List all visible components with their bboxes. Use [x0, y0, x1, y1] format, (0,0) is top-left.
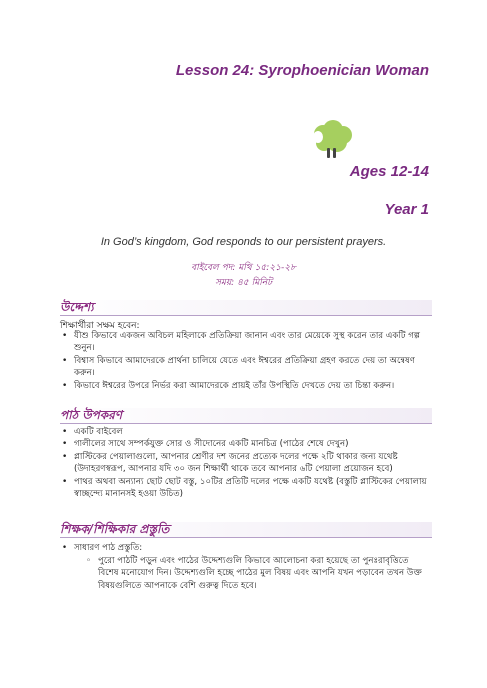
- list-item: • একটি বাইবেল: [60, 426, 430, 438]
- list-item: • বিশ্বাস কিভাবে আমাদেরকে প্রার্থনা চালিয়ে যেতে এবং ঈশ্বরের প্রতিক্রিয়া গ্রহণ করতে দেয় তা অন্বেষণ করুন।: [60, 355, 430, 380]
- materials-heading: পাঠ উপকরণ: [60, 408, 432, 424]
- list-item: • কিভাবে ঈশ্বরের উপরে নির্ভর করা আমাদেরকে প্রায়ই তাঁর উপস্থিতি দেখতে দেয় তা চিন্তা করুন।: [60, 380, 430, 392]
- list-item: ◦ পুরো পাঠটি পড়ুন এবং পাঠের উদ্দেশ্যগুলি কিভাবে আলোচনা করা হয়েছে তা পুনঃরাবৃত্তিতে বিশেষ মনোযোগ দিন। উদ্দেশ্যগুলি হচ্ছে পাঠের মুল বিষয় এবং আপনি যখন পড়াবেন তখন উক্ত বিষয়গুলিতে আপনাকে বেশি গুরুত্ব দিতে হবে।: [84, 555, 430, 592]
- lesson-time: সময়: ৪৫ মিনিট: [214, 278, 273, 288]
- bible-reference-block: [0, 261, 487, 291]
- sheep-icon: [309, 120, 353, 160]
- age-range: Ages 12-14: [349, 163, 429, 180]
- preparation-item: • সাধারণ পাঠ প্রস্তুতি:: [74, 542, 142, 554]
- objectives-intro: শিক্ষার্থীরা সক্ষম হবেন:: [60, 321, 140, 331]
- list-item: • যীশু কিভাবে একজন অবিচল মহিলাকে প্রতিক্রিয়া জানান এবং তার মেয়েকে সুস্থ করেন তার একটি গল্প শুনুন।: [60, 330, 430, 355]
- lesson-theme: In God’s kingdom, God responds to our persistent prayers.: [100, 236, 387, 248]
- year-label: Year 1: [384, 201, 429, 218]
- list-item: • পাথর অথবা অন্যান্য ছোট ছোট বস্তু, ১০টির প্রতিটি দলের পক্ষে একটি যথেষ্ট (বস্তুটি প্লাস্টিকের পেয়ালায় স্বাচ্ছন্দ্যে মানানসই হওয়া উচিত): [60, 476, 430, 501]
- preparation-sublist: [84, 555, 430, 592]
- materials-list: [60, 426, 430, 500]
- lesson-title: Lesson 24: Syrophoenician Woman: [175, 62, 429, 79]
- list-item: • গালীলের সাথে সম্পর্কযুক্ত সোর ও সীদোনের একটি মানচিত্র (পাঠের শেষে দেখুন): [60, 438, 430, 450]
- objectives-list: [60, 330, 430, 392]
- list-item: • প্লাস্টিকের পেয়ালাগুলো, আপনার শ্রেণীর দশ জনের প্রত্যেক দলের পক্ষে ২টি থাকার জন্য যথেষ্ট (উদাহরণস্বরূপ, আপনার যদি ৩০ জন শিক্ষার্থী থাকে তবে আপনার ৬টি পেয়ালা প্রয়োজন হবে): [60, 451, 430, 476]
- bible-verse: বাইবেল পদ: মথি ১৫:২১-২৮: [191, 263, 296, 273]
- objectives-heading: উদ্দেশ্য: [60, 300, 432, 316]
- preparation-heading: শিক্ষক/শিক্ষিকার প্রস্তুতি: [60, 522, 432, 538]
